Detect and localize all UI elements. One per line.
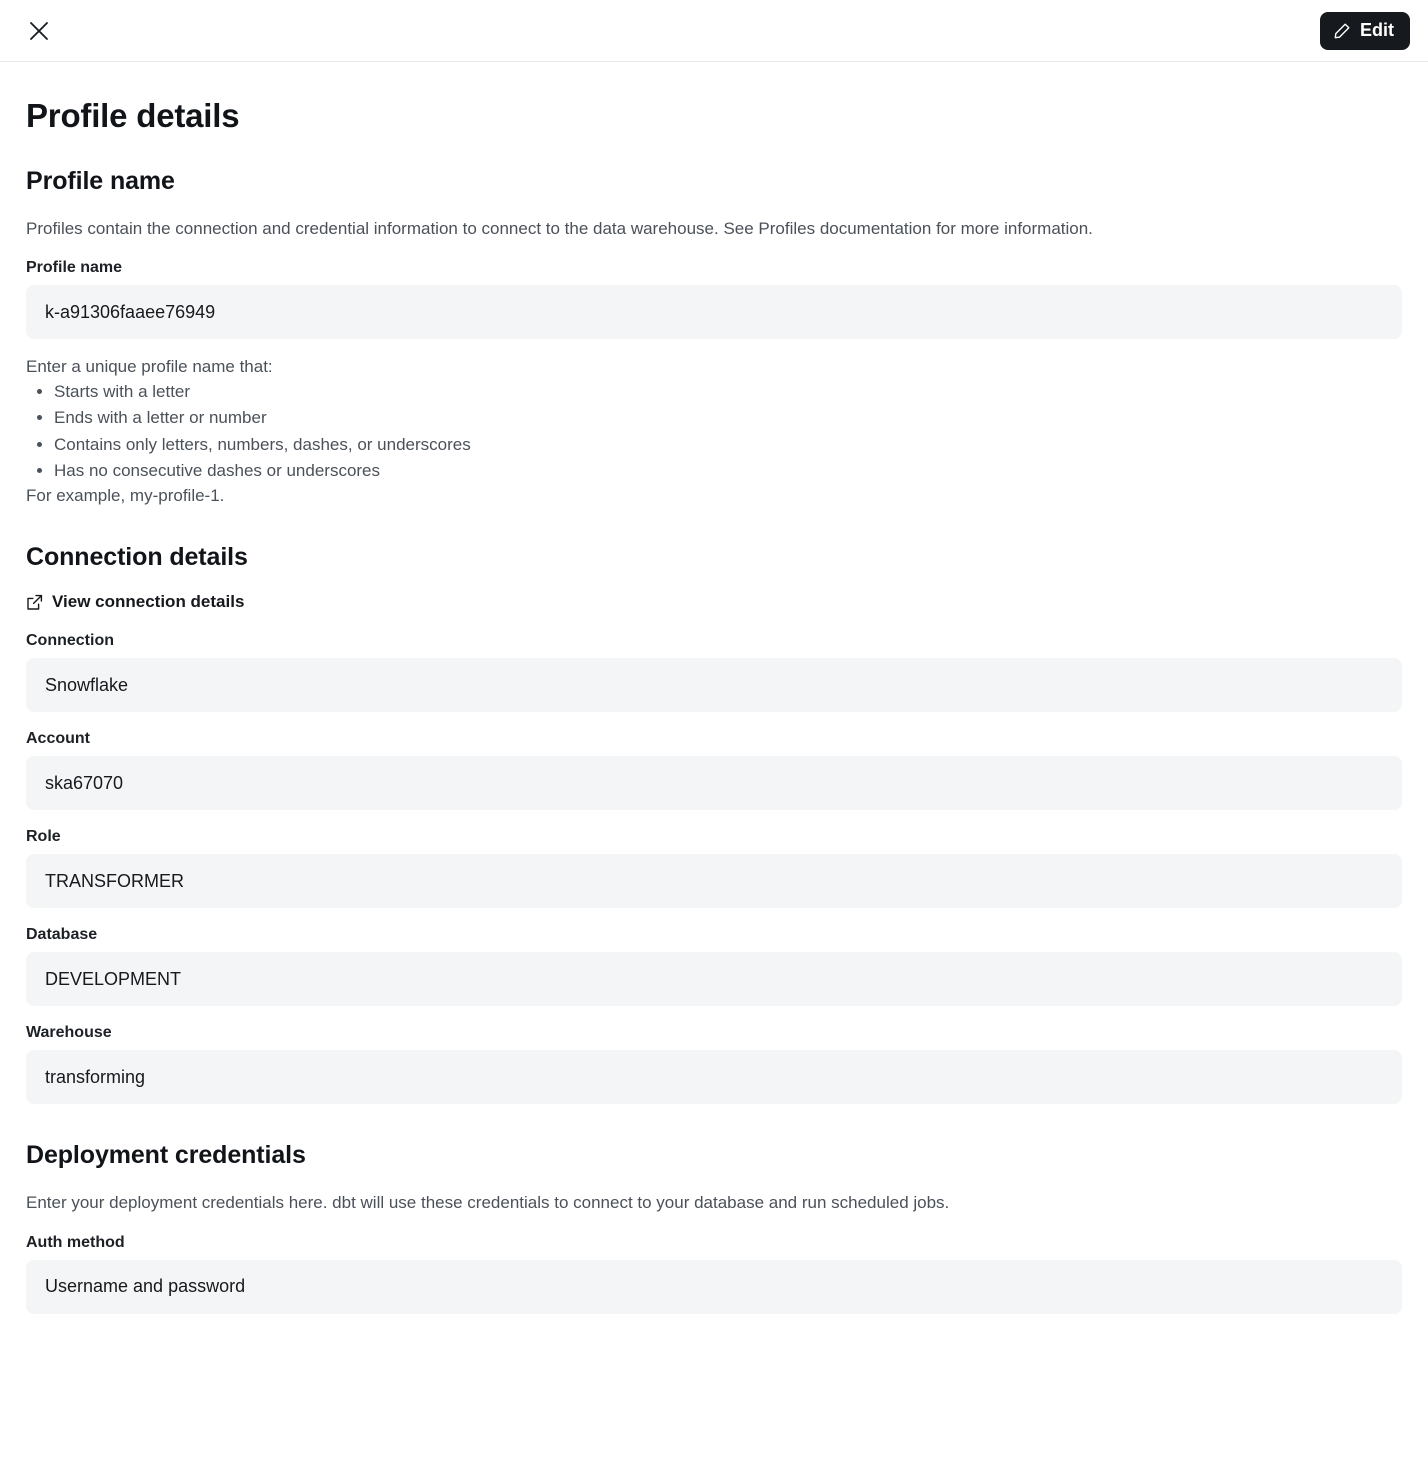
- field-value-profile-name: k-a91306faaee76949: [26, 285, 1402, 339]
- field-label-profile-name: Profile name: [26, 259, 123, 277]
- profile-name-example: For example, my-profile-1.: [26, 486, 225, 506]
- view-connection-details-link[interactable]: [26, 592, 244, 612]
- field-warehouse: [26, 1024, 1402, 1104]
- field-label-account: Account: [26, 730, 90, 748]
- profile-name-rules-lead: Enter a unique profile name that:: [26, 357, 273, 377]
- section-title-connection-details: Connection details: [26, 543, 248, 572]
- profile-name-description: Profiles contain the connection and credential information to connect to the data warehouse. See Profiles documentation for more information.: [26, 218, 1093, 238]
- field-value-role: TRANSFORMER: [26, 854, 1402, 908]
- list-item: • Starts with a letter: [54, 379, 1402, 405]
- view-connection-details-label: View connection details: [52, 592, 245, 612]
- field-profile-name: [26, 259, 1402, 339]
- field-value-auth-method: Username and password: [26, 1260, 1402, 1314]
- section-title-deployment-credentials: Deployment credentials: [26, 1141, 306, 1170]
- profile-name-rules-list: [26, 379, 1402, 484]
- page-title: Profile details: [26, 97, 240, 134]
- section-title-profile-name: Profile name: [26, 166, 175, 195]
- deployment-description: Enter your deployment credentials here. dbt will use these credentials to connect to your database and run scheduled jobs.: [26, 1193, 950, 1213]
- field-account: [26, 730, 1402, 810]
- field-label-warehouse: Warehouse: [26, 1024, 112, 1042]
- field-connection: [26, 632, 1402, 712]
- profile-details-content: [0, 62, 1428, 1314]
- list-item: • Ends with a letter or number: [54, 405, 1402, 431]
- modal-header: [0, 0, 1428, 62]
- edit-button[interactable]: [1320, 12, 1410, 50]
- close-icon: [28, 20, 50, 42]
- edit-button-label: Edit: [1360, 20, 1394, 40]
- field-label-connection: Connection: [26, 632, 114, 650]
- field-label-auth-method: Auth method: [26, 1233, 125, 1251]
- list-item: • Contains only letters, numbers, dashes, or underscores: [54, 432, 1402, 458]
- field-value-warehouse: transforming: [26, 1050, 1402, 1104]
- profile-name-rules: [26, 357, 1402, 506]
- field-label-role: Role: [26, 828, 61, 846]
- field-auth-method: [26, 1234, 1402, 1314]
- field-role: [26, 828, 1402, 908]
- field-value-database: DEVELOPMENT: [26, 952, 1402, 1006]
- field-value-account: ska67070: [26, 756, 1402, 810]
- list-item: • Has no consecutive dashes or underscores: [54, 458, 1402, 484]
- field-value-connection: Snowflake: [26, 658, 1402, 712]
- field-label-database: Database: [26, 926, 98, 944]
- external-link-icon: [26, 594, 43, 611]
- close-button[interactable]: [22, 14, 56, 48]
- field-database: [26, 926, 1402, 1006]
- pencil-icon: [1333, 22, 1351, 40]
